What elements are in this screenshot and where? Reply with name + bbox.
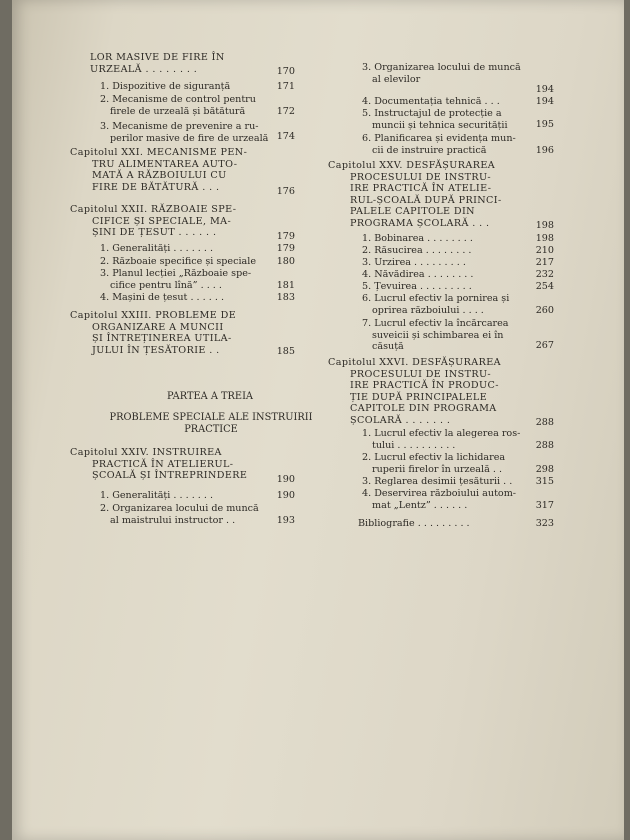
page-number: 180: [276, 256, 295, 267]
page-number: 195: [535, 119, 554, 130]
toc-entry-line: 2. Organizarea locului de muncă: [100, 503, 259, 514]
page-number: 217: [535, 257, 554, 268]
toc-entry-line: CAPITOLE DIN PROGRAMA: [350, 403, 497, 414]
toc-entry-line: 1. Dispozitive de siguranță: [100, 81, 231, 92]
toc-entry-line: 4. Deservirea războiului autom-: [362, 488, 517, 499]
toc-entry-line: PALELE CAPITOLE DIN: [350, 206, 475, 217]
page-number: 298: [535, 464, 554, 475]
toc-entry-line: URZEALĂ . . . . . . . .: [90, 63, 198, 75]
page-number: 193: [276, 515, 295, 526]
toc-entry-line: 6. Planificarea și evidența mun-: [362, 133, 516, 144]
page-number: 198: [535, 233, 554, 244]
toc-entry-line: ȘCOLARĂ . . . . . . .: [350, 414, 451, 426]
toc-entry-line: cii de instruire practică: [372, 144, 487, 156]
toc-entry-line: căsuță: [372, 341, 404, 352]
page-number: 172: [276, 106, 295, 117]
toc-entry-line: tului . . . . . . . . . .: [372, 439, 456, 451]
page-number: 288: [535, 417, 554, 428]
page-number: 210: [535, 245, 554, 256]
toc-entry-line: cifice pentru lînă” . . . .: [110, 279, 222, 291]
toc-entry-line: muncii și tehnica securității: [372, 119, 508, 131]
toc-entry-line: Capitolul XXII. RĂZBOAIE SPE-: [70, 204, 237, 215]
toc-entry-line: CIFICE ȘI SPECIALE, MA-: [92, 215, 232, 227]
toc-entry-line: 6. Lucrul efectiv la pornirea și: [362, 293, 510, 304]
toc-entry-line: 4. Năvădirea . . . . . . . .: [362, 269, 474, 280]
toc-entry-line: IRE PRACTICĂ ÎN ATELIE-: [350, 183, 492, 194]
toc-entry-line: FIRE DE BĂTĂTURĂ . . .: [92, 181, 220, 193]
toc-entry-line: 7. Lucrul efectiv la încărcarea: [362, 318, 509, 329]
page-number: 190: [276, 490, 295, 501]
toc-entry-line: RUL-ȘCOALĂ DUPĂ PRINCI-: [350, 194, 502, 206]
page-number: 254: [535, 281, 554, 292]
toc-entry-line: al elevilor: [372, 73, 421, 85]
toc-entry-line: firele de urzeală și bătătură: [110, 105, 246, 117]
toc-entry-line: Capitolul XXIII. PROBLEME DE: [70, 310, 237, 321]
toc-entry-line: ȘINI DE ȚESUT . . . . . .: [92, 227, 217, 238]
toc-entry-line: suveicii și schimbarea ei în: [372, 329, 504, 341]
toc-entry-line: mat „Lentz” . . . . . .: [372, 499, 468, 511]
page-number: 260: [535, 305, 554, 316]
toc-entry-line: 3. Organizarea locului de muncă: [362, 62, 521, 73]
toc-entry-line: 2. Răsucirea . . . . . . . .: [362, 245, 472, 256]
part-title-line-2: PRACTICE: [184, 424, 238, 435]
toc-entry-line: 4. Mașini de țesut . . . . . .: [100, 292, 224, 303]
page-number: 315: [535, 476, 554, 487]
page-number: 317: [535, 500, 554, 511]
toc-entry-line: 1. Bobinarea . . . . . . . .: [362, 233, 473, 244]
toc-entry-line: 3. Planul lecției „Războaie spe-: [100, 268, 252, 279]
page-number: 194: [535, 84, 554, 95]
toc-entry-line: MATĂ A RĂZBOIULUI CU: [92, 170, 227, 181]
part-title-line-1: PROBLEME SPECIALE ALE INSTRUIRII: [109, 412, 313, 423]
toc-entry-line: ruperii firelor în urzeală . .: [372, 463, 502, 475]
page-number: 179: [276, 231, 295, 242]
toc-entry-line: PRACTICĂ ÎN ATELIERUL-: [92, 458, 234, 470]
toc-entry-line: al maistrului instructor . .: [110, 514, 236, 526]
page-number: 267: [535, 340, 554, 351]
toc-entry-line: 5. Instructajul de protecție a: [362, 108, 502, 119]
toc-entry-line: 3. Urzirea . . . . . . . . .: [362, 257, 466, 268]
book-page: [12, 0, 624, 840]
page-number: 194: [535, 96, 554, 107]
toc-entry-line: 1. Generalități . . . . . . .: [100, 243, 214, 254]
page-number: 232: [535, 269, 554, 280]
toc-entry-line: perilor masive de fire de urzeală: [110, 132, 269, 144]
toc-entry-line: Capitolul XXI. MECANISME PEN-: [70, 147, 248, 158]
toc-entry-line: 1. Generalități . . . . . . .: [100, 490, 214, 501]
page-number: 198: [535, 220, 554, 231]
toc-entry-line: IRE PRACTICĂ ÎN PRODUC-: [350, 380, 499, 391]
toc-entry-line: 5. Țevuirea . . . . . . . . .: [362, 281, 472, 292]
page-number: 183: [276, 292, 295, 303]
toc-entry-line: Bibliografie . . . . . . . . .: [358, 518, 470, 529]
toc-entry-line: ȚIE DUPĂ PRINCIPALELE: [350, 391, 488, 403]
toc-entry-line: PROGRAMA ȘCOLARĂ . . .: [350, 217, 490, 229]
toc-entry-line: 4. Documentația tehnică . . .: [362, 96, 500, 107]
toc-entry-line: 3. Reglarea desimii țesăturii . .: [362, 476, 513, 487]
toc-entry-line: ȘI ÎNTREȚINEREA UTILA-: [92, 333, 232, 344]
page-number: 171: [276, 81, 295, 92]
toc-entry-line: 3. Mecanisme de prevenire a ru-: [100, 121, 259, 132]
page-number: 179: [276, 243, 295, 254]
part-heading: PARTEA A TREIA: [166, 391, 254, 402]
toc-entry-line: LOR MASIVE DE FIRE ÎN: [90, 52, 225, 63]
toc-entry-line: 2. Lucrul efectiv la lichidarea: [362, 452, 506, 463]
toc-entry-line: oprirea războiului . . . .: [372, 304, 484, 316]
toc-entry-line: 2. Războaie specifice și speciale: [100, 256, 257, 267]
toc-entry-line: ȘCOALĂ ȘI ÎNTREPRINDERE: [92, 470, 248, 481]
toc-entry-line: 2. Mecanisme de control pentru: [100, 94, 256, 105]
page-number: 174: [276, 131, 295, 142]
toc-entry-line: ORGANIZARE A MUNCII: [92, 321, 224, 333]
page-number: 170: [276, 66, 295, 77]
toc-entry-line: 1. Lucrul efectiv la alegerea ros-: [362, 428, 521, 439]
toc-entry-line: Capitolul XXVI. DESFĂȘURAREA: [328, 357, 501, 368]
toc-entry-line: TRU ALIMENTAREA AUTO-: [92, 158, 238, 170]
page-number: 176: [276, 186, 295, 197]
page-number: 190: [276, 474, 295, 485]
page-number: 181: [276, 280, 295, 291]
toc-entry-line: PROCESULUI DE INSTRU-: [350, 368, 491, 380]
page-number: 196: [535, 145, 554, 156]
toc-entry-line: JULUI ÎN ȚESĂTORIE . .: [92, 344, 220, 356]
page-number: 185: [276, 346, 295, 357]
page-number: 323: [535, 518, 554, 529]
toc-entry-line: Capitolul XXIV. INSTRUIREA: [70, 447, 222, 458]
toc-entry-line: PROCESULUI DE INSTRU-: [350, 171, 491, 183]
page-number: 288: [535, 440, 554, 451]
toc-entry-line: Capitolul XXV. DESFĂȘURAREA: [328, 160, 496, 171]
